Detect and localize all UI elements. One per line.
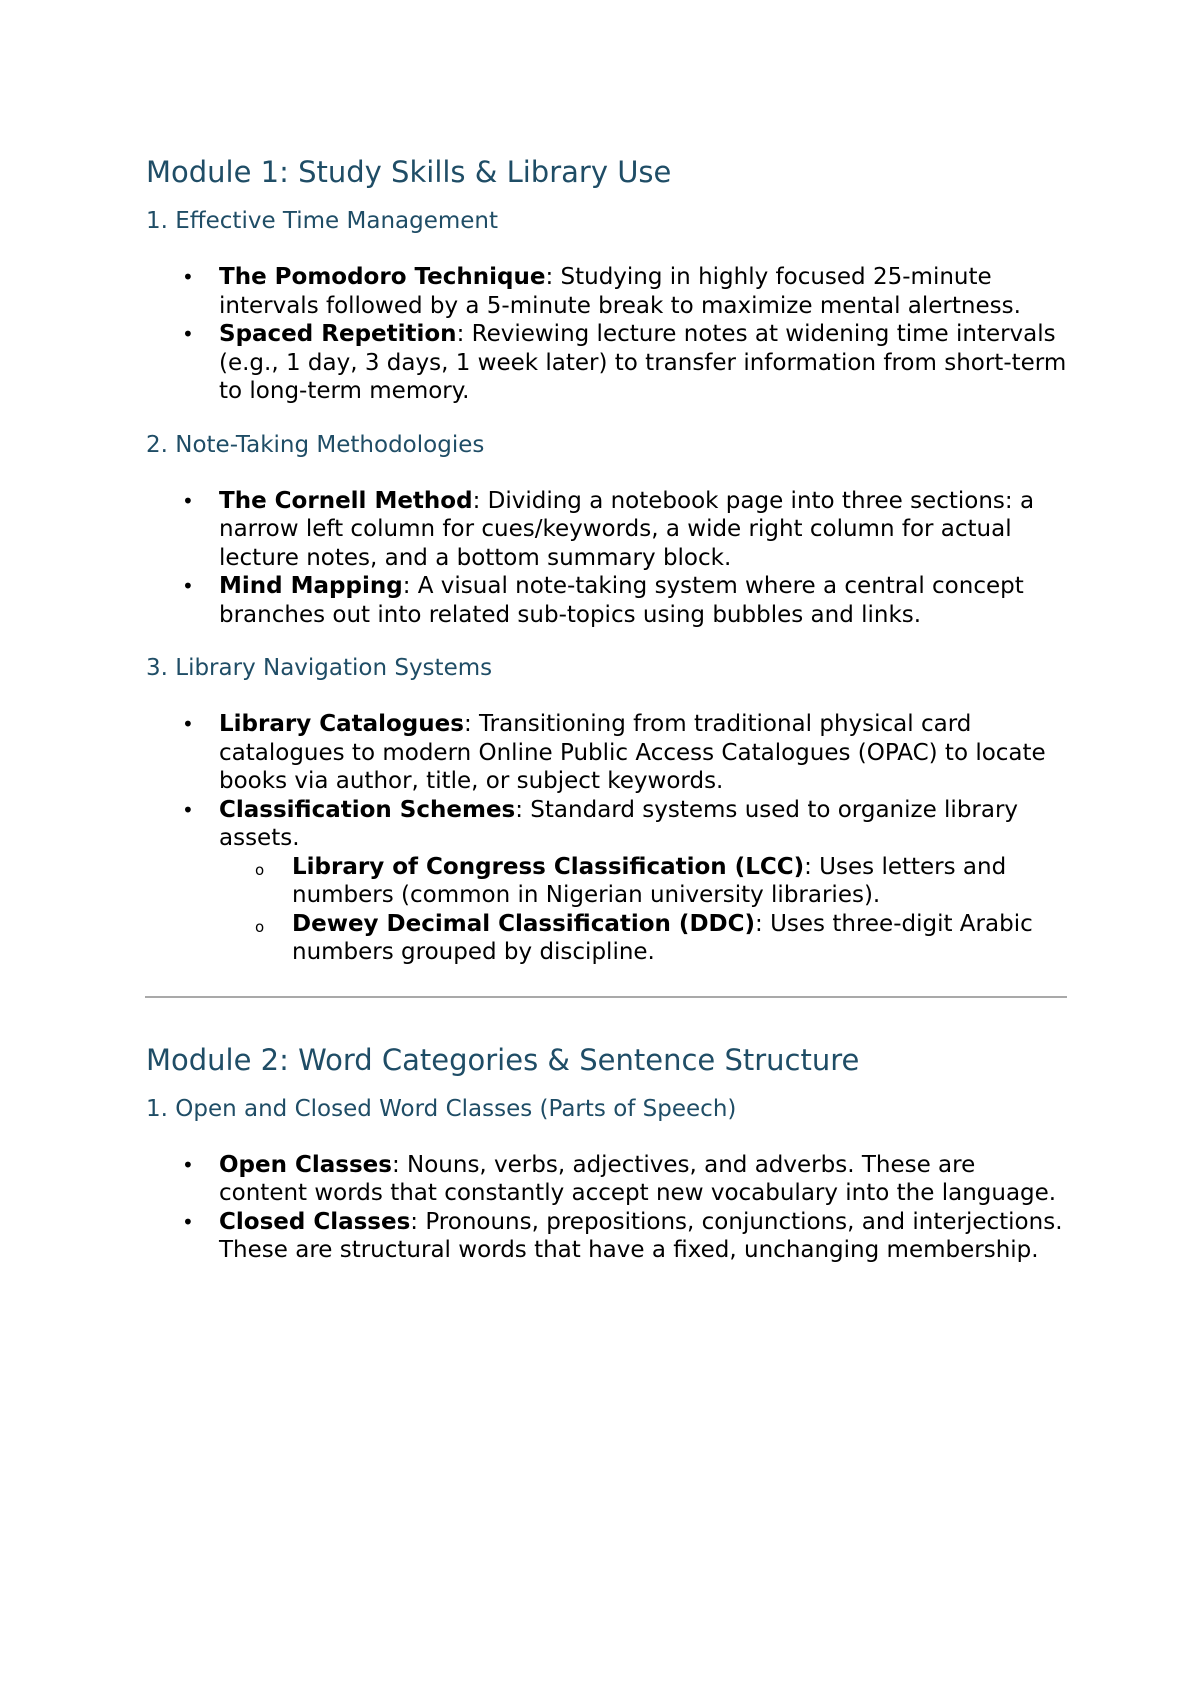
classification-schemes-sublist <box>219 853 1068 967</box>
item-text: : Uses three-digit Arabic numbers grouped by discipline. <box>292 910 1033 965</box>
list-item <box>146 1151 1068 1208</box>
library-navigation-list <box>146 710 1068 967</box>
item-term: The Cornell Method <box>219 487 473 514</box>
section-divider <box>145 996 1067 998</box>
item-term: Library Catalogues <box>219 711 464 737</box>
item-term: Dewey Decimal Classification (DDC) <box>292 910 756 937</box>
item-text: : Studying in highly focused 25-minute intervals followed by a 5-minute break to maximize mental alertness. <box>219 264 1021 319</box>
list-item <box>146 320 1068 406</box>
item-text: : Uses letters and numbers (common in Nigerian university libraries). <box>292 853 1007 908</box>
item-term: The Pomodoro Technique <box>219 264 546 290</box>
bullet-icon: • <box>182 1152 194 1177</box>
module-1-title: Module 1: Study Skills & Library Use <box>146 155 672 189</box>
bullet-icon: • <box>182 574 194 598</box>
item-term: Mind Mapping <box>219 573 403 599</box>
section-library-navigation-heading: 3. Library Navigation Systems <box>146 655 493 681</box>
word-classes-list <box>146 1151 1068 1265</box>
module-2-title: Module 2: Word Categories & Sentence Structure <box>146 1042 860 1077</box>
item-term: Open Classes <box>219 1151 392 1178</box>
bullet-icon: • <box>182 1209 194 1234</box>
item-text: : Transitioning from traditional physical card catalogues to modern Online Public Access Catalogues (OPAC) to locate books via author, title, or subject keywords. <box>219 711 1046 794</box>
section-time-management-heading: 1. Effective Time Management <box>146 208 499 234</box>
circle-bullet-icon: o <box>255 860 265 879</box>
item-text: : Pronouns, prepositions, conjunctions, and interjections. These are structural words that have a fixed, unchanging membership. <box>219 1208 1063 1263</box>
circle-bullet-icon: o <box>255 917 265 936</box>
list-item <box>146 572 1068 629</box>
item-text: : Nouns, verbs, adjectives, and adverbs. These are content words that constantly accept new vocabulary into the language. <box>219 1151 1057 1206</box>
item-term: Spaced Repetition <box>219 321 457 347</box>
section-word-classes-heading: 1. Open and Closed Word Classes (Parts of Speech) <box>146 1095 737 1122</box>
list-item <box>146 1208 1068 1265</box>
item-term: Closed Classes <box>219 1208 411 1235</box>
list-item <box>146 487 1068 573</box>
list-item <box>146 263 1068 320</box>
list-item <box>146 710 1068 796</box>
bullet-icon: • <box>182 797 194 822</box>
section-note-taking-heading: 2. Note-Taking Methodologies <box>146 431 485 458</box>
bullet-icon: • <box>182 712 194 736</box>
sub-list-item <box>219 853 1068 910</box>
note-taking-list <box>146 487 1068 630</box>
item-text: : Dividing a notebook page into three sections: a narrow left column for cues/keywords, a wide right column for actual lecture notes, and a bottom summary block. <box>219 487 1035 571</box>
time-management-list <box>146 263 1068 406</box>
bullet-icon: • <box>182 265 194 289</box>
bullet-icon: • <box>182 488 194 513</box>
item-text: : Standard systems used to organize library assets. <box>219 796 1019 851</box>
item-text: : Reviewing lecture notes at widening time intervals (e.g., 1 day, 3 days, 1 week later) to transfer information from short-term to long-term memory. <box>219 321 1067 404</box>
item-term: Library of Congress Classification (LCC) <box>292 853 805 880</box>
bullet-icon: • <box>182 322 194 346</box>
sub-list-item <box>219 910 1068 967</box>
item-text: : A visual note-taking system where a central concept branches out into related sub-topics using bubbles and links. <box>219 573 1024 628</box>
list-item <box>146 796 1068 967</box>
item-term: Classification Schemes <box>219 796 516 823</box>
